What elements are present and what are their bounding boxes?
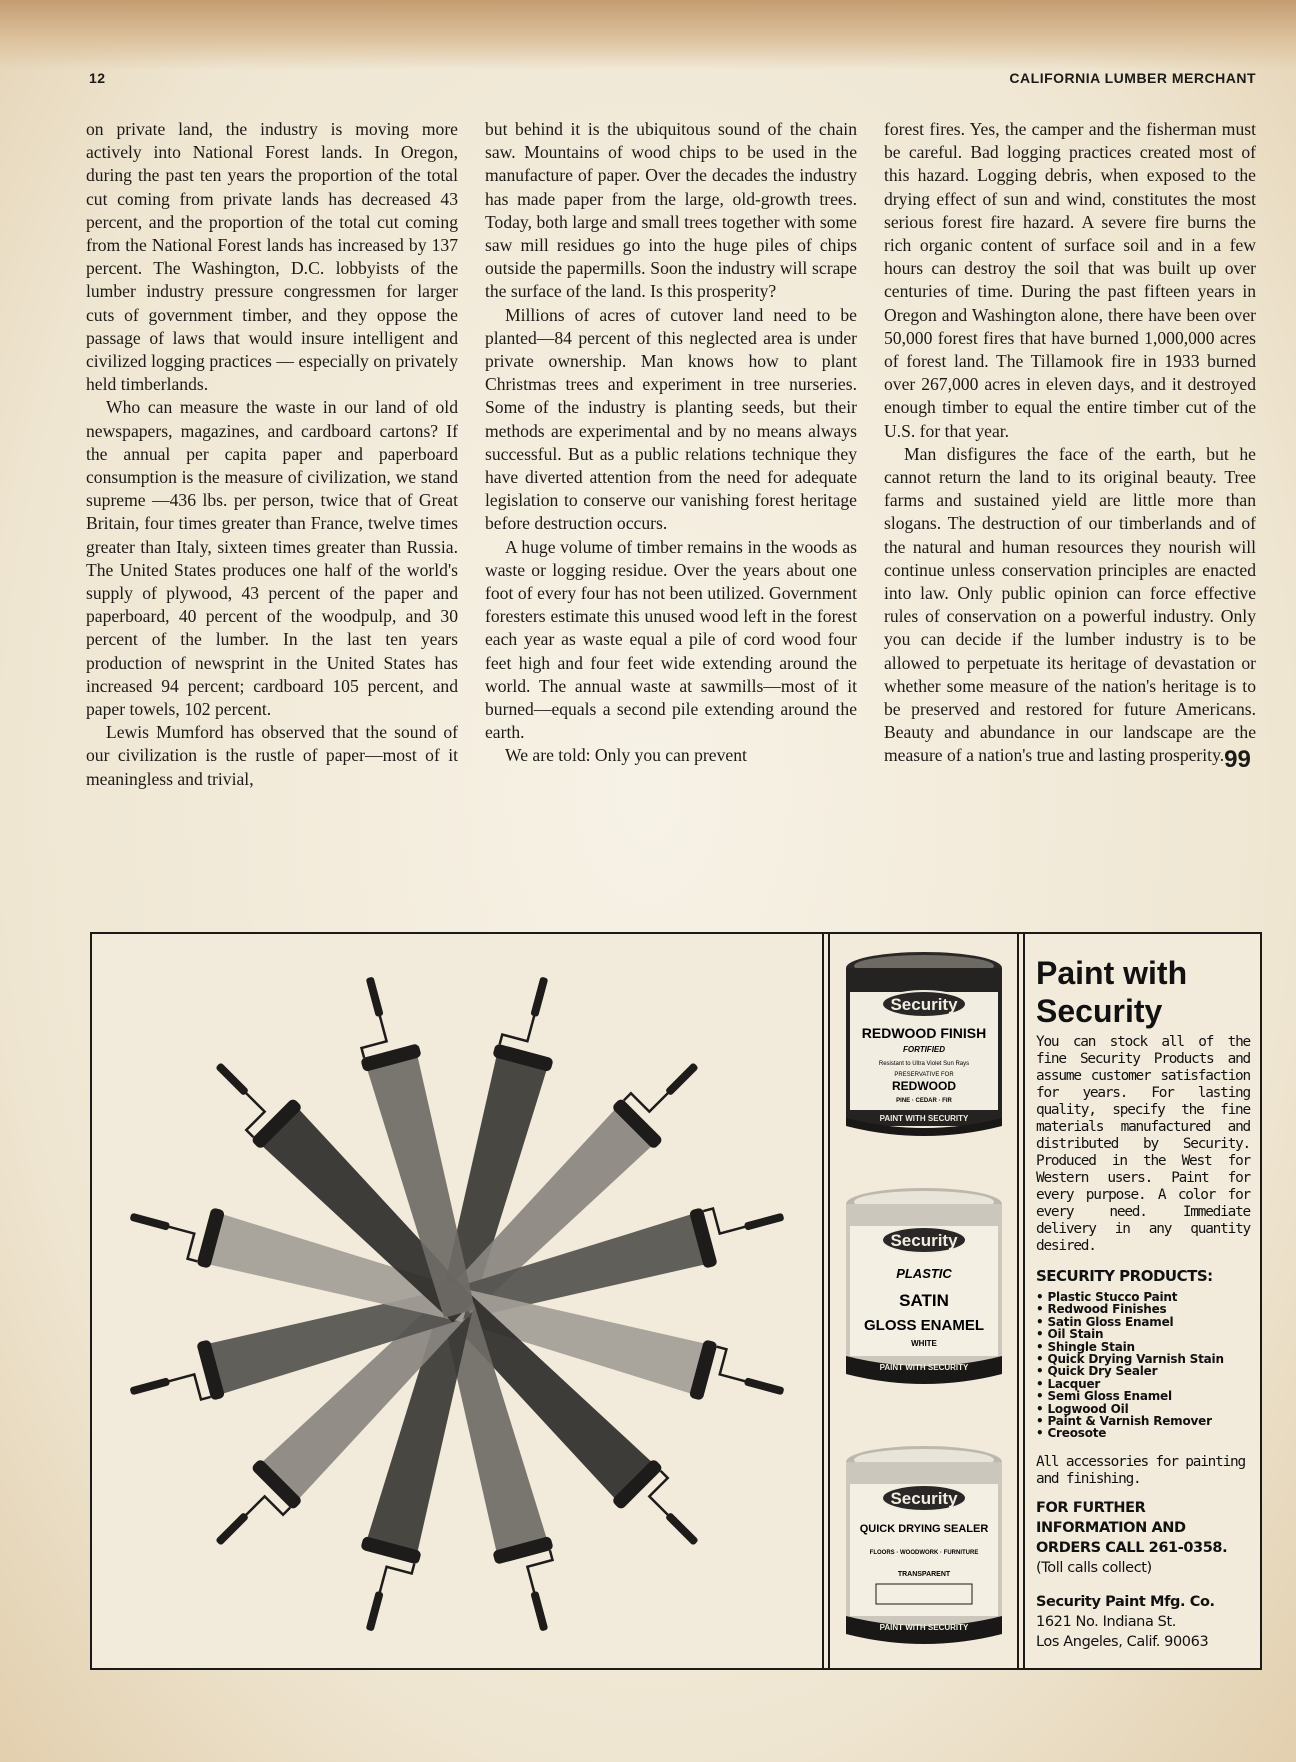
page-number: 12 [89,70,106,86]
product-list-item: • Oil Stain [1036,1328,1250,1340]
paragraph: A huge volume of timber remains in the woods as waste or logging residue. Over the years about one foot of every four has not been utilized. Government foresters estimate this unused wood left in the forest each year as waste equal a pile of cord wood four feet high and four feet wide extending around the world. The annual waste at sawmills—most of it burned—equals a second pile extending around the earth. [485,536,857,743]
ad-body-text: You can stock all of the fine Security Products and assume customer satisfaction for years. For lasting quality, specify the fine materials manufactured and distributed by Security. Produced in the West for Western users. Paint for every purpose. A color for every need. Immediate delivery in any quantity desired. [1036,1034,1250,1254]
paragraph: on private land, the industry is moving more actively into National Forest lands. In Oregon, during the past ten years the proportion of the total cut coming from private lands has decreased 43 percent, and the proportion of the total cut coming from the National Forest lands has increased by 137 percent. The Washington, D.C. lobbyists of the lumber industry pressure congressmen for larger cuts of government timber, and they oppose the passage of laws that would insure intelligent and civilized logging practices — especially on privately held timberlands. [86,119,458,395]
can-detail: GLOSS ENAMEL [863,1317,985,1334]
article-column-3 [884,118,1256,774]
product-list-item: • Satin Gloss Enamel [1036,1316,1250,1328]
ad-copy [1036,954,1250,1652]
product-list [1036,1291,1250,1440]
end-mark: 99 [1224,746,1251,774]
product-list-item: • Creosote [1036,1427,1250,1439]
security-paint-advertisement [90,932,1262,1670]
paint-cans-panel [830,934,1017,1668]
can-detail: TRANSPARENT [897,1571,951,1578]
can-band-text: PAINT WITH SECURITY [879,1114,969,1123]
further-info: FOR FURTHER INFORMATION AND ORDERS CALL 261-0358. [1036,1499,1228,1556]
can-detail: PINE · CEDAR · FIR [896,1098,952,1104]
can-product-name: REDWOOD FINISH [861,1025,987,1041]
company-address: Los Angeles, Calif. 90063 [1036,1633,1209,1650]
paragraph: Millions of acres of cutover land need to be planted—84 percent of this neglected area is under private ownership. Man knows how to plant Christmas trees and experiment in tree nurseries. Some of the industry is planting seeds, but their methods are experimental and by no means always successful. But as a public relations technique they have diverted attention from the need for adequate legislation to conserve our vanishing forest heritage before destruction occurs. [485,304,857,534]
paint-can-quick-drying-sealer [836,1442,1012,1656]
paragraph: We are told: Only you can prevent [505,745,747,766]
paragraph: Who can measure the waste in our land of old newspapers, magazines, and cardboard cartons? If the annual per capita paper and paperboard consumption is the measure of civilization, we stand supreme —436 lbs. per person, twice that of Great Britain, four times greater than France, twelve times greater than Italy, sixteen times greater than Russia. The United States produces one half of the world's supply of plywood, 43 percent of the paper and paperboard, 40 percent of the woodpulp, and 30 percent of the lumber. In the last ten years production of newsprint in the United States has increased 94 percent; cardboard 105 percent, and paper towels, 102 percent. [86,397,458,720]
products-heading: SECURITY PRODUCTS: [1036,1267,1213,1285]
can-brand: Security [890,995,958,1014]
can-band-text: PAINT WITH SECURITY [879,1363,969,1372]
can-detail: WHITE [911,1339,937,1348]
paragraph: but behind it is the ubiquitous sound of the chain saw. Mountains of wood chips to be used in the manufacture of paper. Over the decades the industry has made paper from the large, old-growth trees. Today, both large and small trees together with some saw mill residues go into the huge piles of chips outside the papermills. Soon the industry will scrape the surface of the land. Is this prosperity? [485,119,857,302]
ad-title [1036,954,1250,1030]
ad-divider [1017,934,1025,1668]
can-detail: FLOORS · WOODWORK · FURNITURE [869,1550,979,1556]
product-list-item: • Lacquer [1036,1378,1250,1390]
can-detail: REDWOOD [892,1079,956,1093]
toll-note: (Toll calls collect) [1036,1559,1152,1576]
page-top-edge [0,0,1296,70]
can-product-subtitle: SATIN [899,1291,949,1310]
product-list-item: • Quick Drying Varnish Stain [1036,1353,1250,1365]
product-list-item: • Paint & Varnish Remover [1036,1415,1250,1427]
paragraph: Lewis Mumford has observed that the sound of our civilization is the rustle of paper—most of it meaningless and trivial, [86,722,458,789]
paint-roller-starburst-illustration [92,934,822,1668]
company-name: Security Paint Mfg. Co. [1036,1593,1215,1610]
product-list-item: • Redwood Finishes [1036,1303,1250,1315]
paragraph: forest fires. Yes, the camper and the fisherman must be careful. Bad logging practices created most of this hazard. Logging debris, when exposed to the drying effect of sun and wind, constitutes the most serious forest fire hazard. A severe fire burns the rich organic content of surface soil and in a few hours can destroy the soil that was built up over centuries of time. During the past fifteen years in Oregon and Washington alone, there have been over 50,000 forest fires that have burned 1,000,000 acres of forest land. The Tillamook fire in 1933 burned over 267,000 acres in eleven days, and it destroyed enough timber to equal the entire timber cut of the U.S. for that year. [884,119,1256,441]
can-product-subtitle: FORTIFIED [902,1045,946,1054]
product-list-item: • Plastic Stucco Paint [1036,1291,1250,1303]
paragraph-text: Man disfigures the face of the earth, but he cannot return the land to its original beauty. Tree farms and sustained yield are little more than slogans. The destruction of our timberlands and of the natural and human resources they nourish will continue unless conservation principles are enacted into law. Only public opinion can force effective rules of conservation on a powerful industry. Only you can decide if the lumber industry is to be allowed to perpetuate its heritage of devastation or whether some measure of the nation's heritage is to be preserved and restored for future Americans. Beauty and abundance in our landscape are the measure of a nation's true and lasting prosperity. [884,443,1256,766]
can-product-name: PLASTIC [896,1266,952,1281]
paint-can-satin-gloss-enamel [836,1184,1012,1394]
product-list-item: • Quick Dry Sealer [1036,1365,1250,1377]
company-address: 1621 No. Indiana St. [1036,1613,1176,1630]
accessories-text: All accessories for painting and finishing. [1036,1453,1245,1487]
can-product-name: QUICK DRYING SEALER [859,1523,989,1535]
publication-title: CALIFORNIA LUMBER MERCHANT [1009,70,1256,86]
ad-title-line: Paint with [1036,955,1188,991]
article-column-2 [485,118,857,768]
can-brand: Security [890,1489,958,1508]
ad-title-line: Security [1036,993,1163,1029]
ad-divider [822,934,830,1668]
article-column-1 [86,118,458,791]
can-detail: Resistant to Ultra Violet Sun Rays [878,1061,970,1067]
product-list-item: • Semi Gloss Enamel [1036,1390,1250,1402]
can-detail: PRESERVATIVE FOR [894,1072,954,1078]
paragraph [884,443,1256,774]
product-list-item: • Logwood Oil [1036,1403,1250,1415]
product-list-item: • Shingle Stain [1036,1341,1250,1353]
can-band-text: PAINT WITH SECURITY [879,1623,969,1632]
paint-can-redwood-finish [836,948,1012,1148]
can-brand: Security [890,1231,958,1250]
